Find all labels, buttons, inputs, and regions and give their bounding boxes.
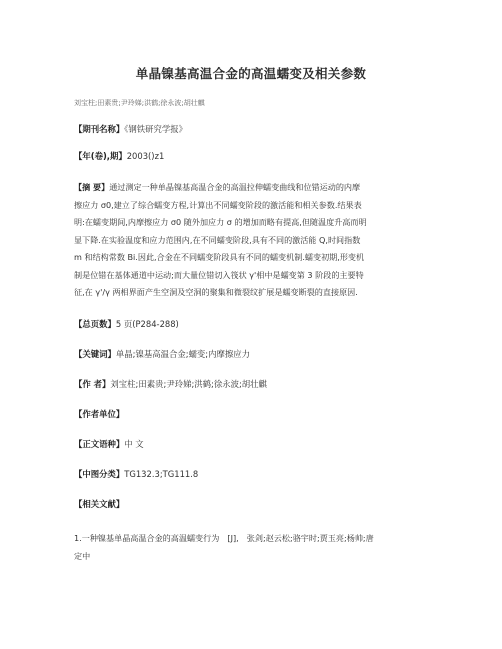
- journal-value: 《钢铁研究学报》: [124, 124, 188, 134]
- volume-field: [74, 148, 434, 166]
- abstract-line: 擦应力 σ0,建立了综合蠕变方程,计算出不同蠕变阶段的激活能和相关参数.结果表: [74, 199, 362, 210]
- affiliation-label: 【作者单位】: [74, 409, 125, 419]
- abstract-line: 明:在蠕变期间,内摩擦应力 σ0 随外加应力 σ 的增加而略有提高,但随温度升高而明: [74, 217, 367, 227]
- pages-value: 5 页(P284-288): [115, 319, 179, 329]
- pages-field: [74, 316, 434, 334]
- classification-field: [74, 466, 434, 484]
- keywords-label: 【关键词】: [74, 349, 116, 359]
- related-item-line: 1.一种镍基单晶高温合金的高温蠕变行为 [J], 张剑;赵云松;骆宇时;贾玉亮;杨帅;唐: [74, 533, 374, 543]
- keywords-field: [74, 346, 434, 364]
- classification-value: TG132.3;TG111.8: [124, 469, 199, 479]
- author-list: 刘宝柱;田素贵;尹玲娣;洪鹤;徐永波;胡壮麒: [74, 99, 205, 107]
- document-title: 单晶镍基高温合金的高温蠕变及相关参数: [135, 66, 367, 81]
- abstract-line: 通过测定一种单晶镍基高温合金的高温拉伸蠕变曲线和位错运动的内摩: [109, 182, 361, 192]
- volume-label: 【年(卷),期】: [74, 151, 127, 161]
- abstract-line: 征,在 γ'/γ 两相界面产生空洞及空洞的聚集和微裂纹扩展是蠕变断裂的直接原因.: [74, 287, 358, 297]
- related-label: 【相关文献】: [74, 499, 125, 509]
- author-label: 【作 者】: [74, 379, 111, 389]
- abstract-line: 显下降.在实验温度和应力范围内,在不同蠕变阶段,具有不同的激活能 Q,时间指数: [74, 234, 361, 245]
- abstract-label: 【摘 要】: [74, 182, 110, 192]
- language-value: 中 文: [124, 439, 144, 449]
- affiliation-field: [74, 406, 434, 424]
- related-item[interactable]: [74, 530, 434, 565]
- journal-field: [74, 121, 434, 139]
- language-field: [74, 436, 434, 454]
- journal-label: 【期刊名称】: [74, 124, 125, 134]
- related-field: [74, 496, 434, 514]
- classification-label: 【中图分类】: [74, 469, 125, 479]
- keywords-value: 单晶;镍基高温合金;蠕变;内摩擦应力: [115, 349, 250, 359]
- author-value: 刘宝柱;田素贵;尹玲娣;洪鹤;徐永波;胡壮麒: [110, 379, 267, 389]
- author-field: [74, 376, 434, 394]
- pages-label: 【总页数】: [74, 319, 116, 329]
- volume-value: 2003()z1: [126, 151, 165, 161]
- abstract-line: 制是位错在基体通道中运动;而大量位错切入筏状 γ'相中是蠕变第 3 阶段的主要特: [74, 269, 364, 280]
- language-label: 【正文语种】: [74, 439, 125, 449]
- related-item-line: 定中: [74, 550, 91, 561]
- abstract-line: m 和结构常数 Bi.因此,合金在不同蠕变阶段具有不同的蠕变机制.蠕变初期,形变机: [74, 252, 365, 262]
- abstract-block: [74, 179, 434, 302]
